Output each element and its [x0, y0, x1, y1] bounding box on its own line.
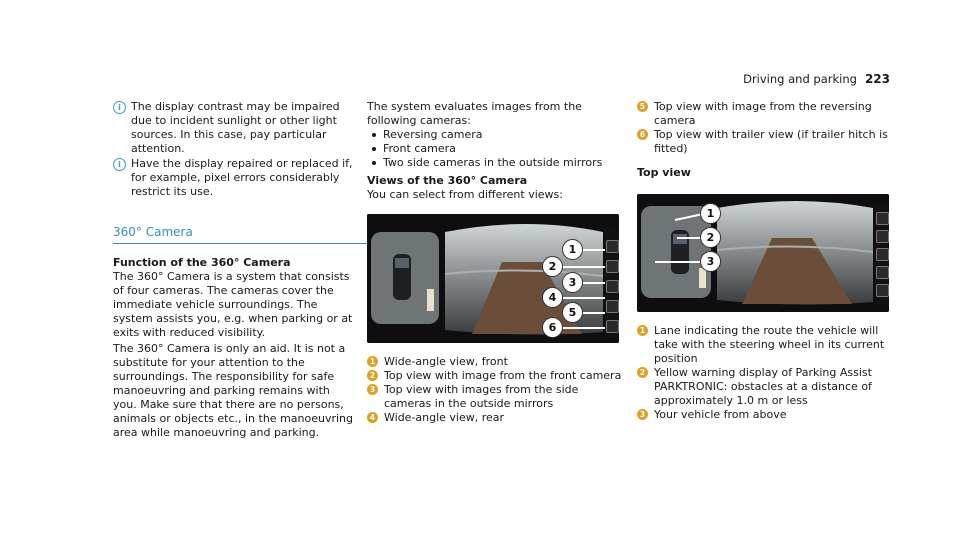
legend-text: Your vehicle from above [654, 408, 787, 421]
views-intro: You can select from different views: [367, 188, 563, 201]
callout-2: 2 [700, 227, 721, 248]
legend-item [637, 100, 897, 128]
views-title: Views of the 360° Camera [367, 174, 528, 187]
leader-line [581, 312, 605, 314]
section-name: Driving and parking [743, 72, 857, 86]
leader-line [655, 261, 700, 263]
column-1 [113, 100, 353, 440]
section-title: 360° Camera [113, 225, 378, 244]
number-badge: 2 [367, 370, 378, 381]
view-button-icon [606, 260, 619, 273]
view-button-icon [876, 284, 889, 297]
function-title: Function of the 360° Camera [113, 256, 291, 269]
legend-text: Lane indicating the route the vehicle will take with the steering wheel in its current position [654, 324, 885, 365]
callout-4: 4 [542, 287, 563, 308]
camera-display-screenshot [367, 214, 619, 343]
leader-line [561, 266, 605, 268]
column-3 [637, 100, 897, 422]
page-number: 223 [864, 72, 890, 86]
legend-item [637, 128, 897, 156]
leader-line [581, 282, 605, 284]
note-text: The display contrast may be impaired due to incident sunlight or other light sources. In this case, pay particular attention. [131, 100, 340, 155]
legend-item [367, 383, 622, 411]
callout-2: 2 [542, 256, 563, 277]
number-badge: 1 [367, 356, 378, 367]
info-icon: i [113, 101, 126, 114]
paragraph: The 360° Camera is a system that consists of four cameras. The cameras cover the immediate vehicle surroundings. The system assists you, e.g. when parking or at exits with reduced visibility. [113, 270, 353, 339]
info-icon: i [113, 158, 126, 171]
view-button-icon [606, 280, 619, 293]
legend-text: Wide-angle view, front [384, 355, 508, 368]
cameras-intro: The system evaluates images from the following cameras: [367, 100, 582, 127]
number-badge: 2 [637, 367, 648, 378]
callout-6: 6 [542, 317, 563, 338]
legend-text: Top view with trailer view (if trailer hitch is fitted) [654, 128, 888, 155]
view-button-icon [876, 212, 889, 225]
list-item: Front camera [367, 142, 622, 156]
leader-line [581, 249, 605, 251]
number-badge: 4 [367, 412, 378, 423]
view-button-icon [606, 300, 619, 313]
leader-line [561, 327, 605, 329]
note-2 [113, 157, 353, 199]
number-badge: 5 [637, 101, 648, 112]
column-2 [367, 100, 622, 425]
legend-item [367, 369, 622, 383]
top-view-title: Top view [637, 166, 691, 179]
paragraph: The 360° Camera is only an aid. It is not a substitute for your attention to the surroundings. The responsibility for safe manoeuvring and parking remains with you. Make sure that there are no persons, animals or objects etc., in the manoeuvring area while manoeuvring and parking. [113, 342, 354, 439]
leader-line [677, 237, 701, 239]
number-badge: 3 [367, 384, 378, 395]
legend-item [637, 324, 897, 366]
top-view-screenshot [637, 194, 889, 312]
legend-text: Wide-angle view, rear [384, 411, 505, 424]
legend-text: Top view with image from the reversing camera [654, 100, 872, 127]
list-item: Reversing camera [367, 128, 622, 142]
list-item: Two side cameras in the outside mirrors [367, 156, 622, 170]
views-legend [367, 355, 622, 425]
leader-line [561, 297, 605, 299]
legend-item [367, 411, 622, 425]
top-view-image [637, 194, 889, 312]
callout-3: 3 [562, 272, 583, 293]
page-header [743, 72, 890, 86]
legend-text: Top view with images from the side cameras in the outside mirrors [384, 383, 579, 410]
view-button-icon [876, 248, 889, 261]
legend-item [367, 355, 622, 369]
view-button-icon [606, 240, 619, 253]
top-view-legend [637, 324, 897, 422]
number-badge: 1 [637, 325, 648, 336]
views-legend-continued [637, 100, 897, 156]
view-button-icon [876, 230, 889, 243]
legend-text: Yellow warning display of Parking Assist PARKTRONIC: obstacles at a distance of approximately 1.0 m or less [654, 366, 872, 407]
note-1 [113, 100, 353, 156]
callout-1: 1 [700, 203, 721, 224]
callout-3: 3 [700, 251, 721, 272]
number-badge: 6 [637, 129, 648, 140]
legend-text: Top view with image from the front camera [384, 369, 622, 382]
legend-item [637, 408, 897, 422]
view-button-icon [606, 320, 619, 333]
number-badge: 3 [637, 409, 648, 420]
view-button-icon [876, 266, 889, 279]
callout-5: 5 [562, 302, 583, 323]
callout-1: 1 [562, 239, 583, 260]
note-text: Have the display repaired or replaced if, for example, pixel errors considerably restrict its use. [131, 157, 353, 198]
legend-item [637, 366, 897, 408]
camera-list [367, 128, 622, 170]
